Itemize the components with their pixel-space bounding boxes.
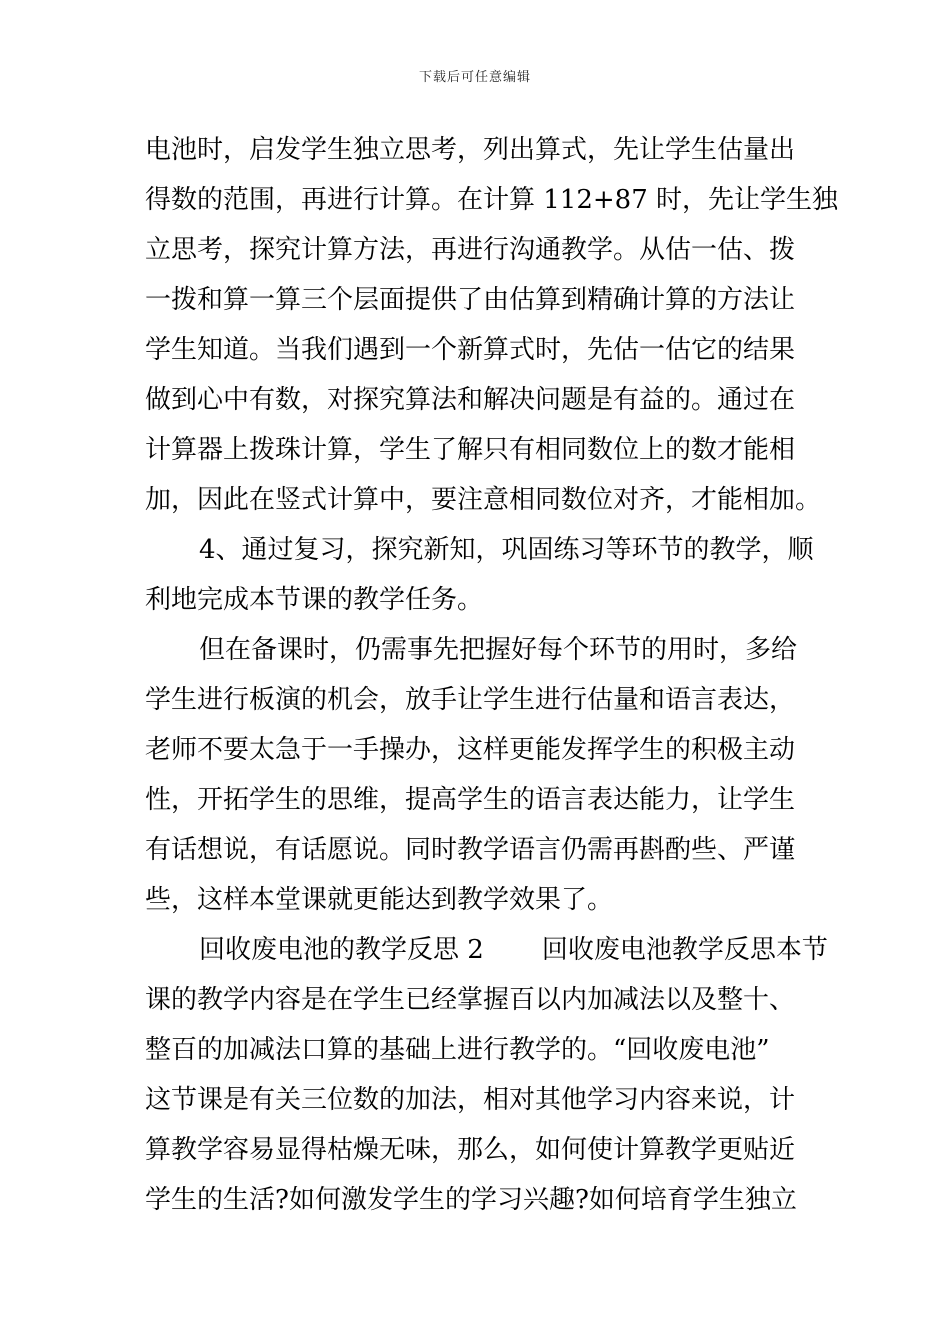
text-line: 做到心中有数，对探究算法和解决问题是有益的。通过在 [145,385,796,415]
text-line: 计算器上拨珠计算，学生了解只有相同数位上的数才能相 [145,435,796,465]
section-lead-text: 回收废电池教学反思本节 [541,935,828,965]
text-line: 算教学容易显得枯燥无味，那么，如何使计算教学更贴近 [145,1135,796,1165]
text-line: 加，因此在竖式计算中，要注意相同数位对齐，才能相加。 [145,485,822,515]
document-body [145,125,839,1225]
text-line: 有话想说，有话愿说。同时教学语言仍需再斟酌些、严谨 [145,835,796,865]
text-line: 电池时，启发学生独立思考，列出算式，先让学生估量出 [145,135,796,165]
page-header: 下载后可任意编辑 [418,70,531,85]
text-line: 利地完成本节课的教学任务。 [145,585,484,615]
text-line: 学生的生活?如何激发学生的学习兴趣?如何培育学生独立 [145,1185,797,1215]
text-line: 立思考，探究计算方法，再进行沟通教学。从估一估、拨 [145,235,796,265]
paragraph-start-line: 4、通过复习，探究新知，巩固练习等环节的教学，顺 [199,535,814,565]
text-line: 一拨和算一算三个层面提供了由估算到精确计算的方法让 [145,285,796,315]
text-line: 性，开拓学生的思维，提高学生的语言表达能力，让学生 [145,785,796,815]
text-line: 老师不要太急于一手操办，这样更能发挥学生的积极主动 [145,735,796,765]
text-line: 学生进行板演的机会，放手让学生进行估量和语言表达， [145,685,796,715]
text-line: 课的教学内容是在学生已经掌握百以内加减法以及整十、 [145,985,796,1015]
text-line: 整百的加减法口算的基础上进行教学的。“回收废电池” [145,1035,770,1065]
section-title: 回收废电池的教学反思 2 [199,935,484,965]
text-line: 些，这样本堂课就更能达到教学效果了。 [145,885,614,915]
text-line: 得数的范围，再进行计算。在计算 112+87 时，先让学生独 [145,185,839,215]
paragraph-start-line: 但在备课时，仍需事先把握好每个环节的用时，多给 [199,635,798,665]
text-line: 这节课是有关三位数的加法，相对其他学习内容来说，计 [145,1085,796,1115]
text-line: 学生知道。当我们遇到一个新算式时，先估一估它的结果 [145,335,796,365]
section-title-line [145,925,828,975]
